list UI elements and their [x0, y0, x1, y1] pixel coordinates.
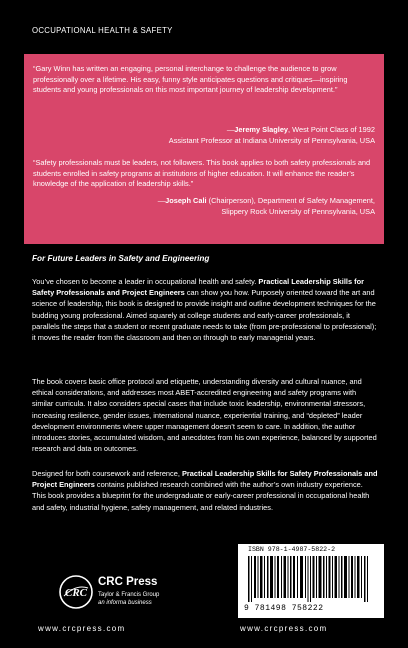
- endorsement-quote-1: “Gary Winn has written an engaging, personal interchange to challenge the audience to grow professionally over a lifetime. His easy, funny style anticipates questions and critiques—inspiring students and young professionals on this most important journey of leadership development.”: [33, 64, 348, 95]
- publisher-url-left[interactable]: www.crcpress.com: [38, 624, 126, 633]
- publisher-url-right[interactable]: www.crcpress.com: [240, 624, 328, 633]
- endorser-name: Jeremy Slagley: [234, 125, 289, 134]
- endorsement-attribution-2: [158, 196, 375, 217]
- barcode-number: 9 781498 758222: [244, 604, 324, 613]
- endorsement-quote-2: “Safety professionals must be leaders, not followers. This book applies to both safety professionals and students enrolled in safety programs at institutions of higher education. It will enhance the reader’s knowledge of the application of leadership skills.”: [33, 158, 371, 189]
- endorsement-attribution-1: [169, 125, 375, 146]
- endorser-affiliation-line2: Slippery Rock University of Pennsylvania, USA: [221, 206, 375, 216]
- tagline: For Future Leaders in Safety and Engineering: [32, 254, 210, 263]
- endorser-affiliation: (Chairperson), Department of Safety Management,: [206, 196, 375, 205]
- publisher-name: CRC Press: [98, 576, 158, 588]
- category-label: OCCUPATIONAL HEALTH & SAFETY: [32, 26, 173, 35]
- text-segment: Designed for both coursework and reference,: [32, 469, 182, 478]
- description-paragraph-3: [32, 468, 378, 513]
- attribution-line: [169, 125, 375, 136]
- attribution-line: [158, 196, 375, 207]
- endorsement-box: [24, 54, 384, 244]
- logo-mark-text: CRC: [64, 587, 88, 599]
- crc-logo-icon: [58, 574, 94, 610]
- description-paragraph-2: The book covers basic office protocol and etiquette, understanding diversity and cultural nuance, and ethical considerations, and addresses most ABET-accredited engineering and safety programs with similar curricula. It also considers special cases that include toxic leadership, environmental stressors, increasing resilience, gender issues, international nuance, experiential training, and “depleted” leader development environments where upper management doesn’t seem to care. In addition, the author introduces stories, accumulated wisdom, and anecdotes from his own experience, balanced by supported research and data on outcomes.: [32, 377, 377, 454]
- attribution-dash: —: [157, 196, 166, 205]
- text-segment: You’ve chosen to become a leader in occupational health and safety.: [32, 277, 259, 286]
- endorser-affiliation-line2: Assistant Professor at Indiana University of Pennsylvania, USA: [168, 135, 375, 145]
- barcode-bars: [246, 556, 376, 602]
- text-segment: can show you how. Purposely oriented toward the art and science of leadership, this book is designed to provide insight and outline development techniques for the budding young professional. Aimed squarely at college students and early-career professionals, it parallels the steps that a student or recent graduate needs to take (from pre-professional to professional); it moves the reader from the classroom and then on through to early managerial years.: [32, 288, 377, 343]
- text-segment: contains published research combined with the author’s own industry experience. This book provides a blueprint for the undergraduate or early-career professional in occupational health and safety, industrial hygiene, safety management, and related industries.: [32, 480, 370, 512]
- isbn-barcode: [238, 544, 384, 618]
- publisher-tagline: an informa business: [98, 600, 152, 606]
- book-title-inline: Practical Leadership Skills for Safety Professionals and Project Engineers: [32, 277, 364, 298]
- book-title-inline: Practical Leadership Skills for Safety Professionals and Project Engineers: [32, 469, 378, 490]
- description-paragraph-1: [32, 276, 378, 343]
- endorser-affiliation: , West Point Class of 1992: [288, 125, 375, 134]
- publisher-group: Taylor & Francis Group: [98, 592, 160, 598]
- attribution-dash: —: [226, 125, 235, 134]
- endorser-name: Joseph Cali: [165, 196, 207, 205]
- isbn-text: ISBN 978-1-4987-5822-2: [248, 546, 336, 553]
